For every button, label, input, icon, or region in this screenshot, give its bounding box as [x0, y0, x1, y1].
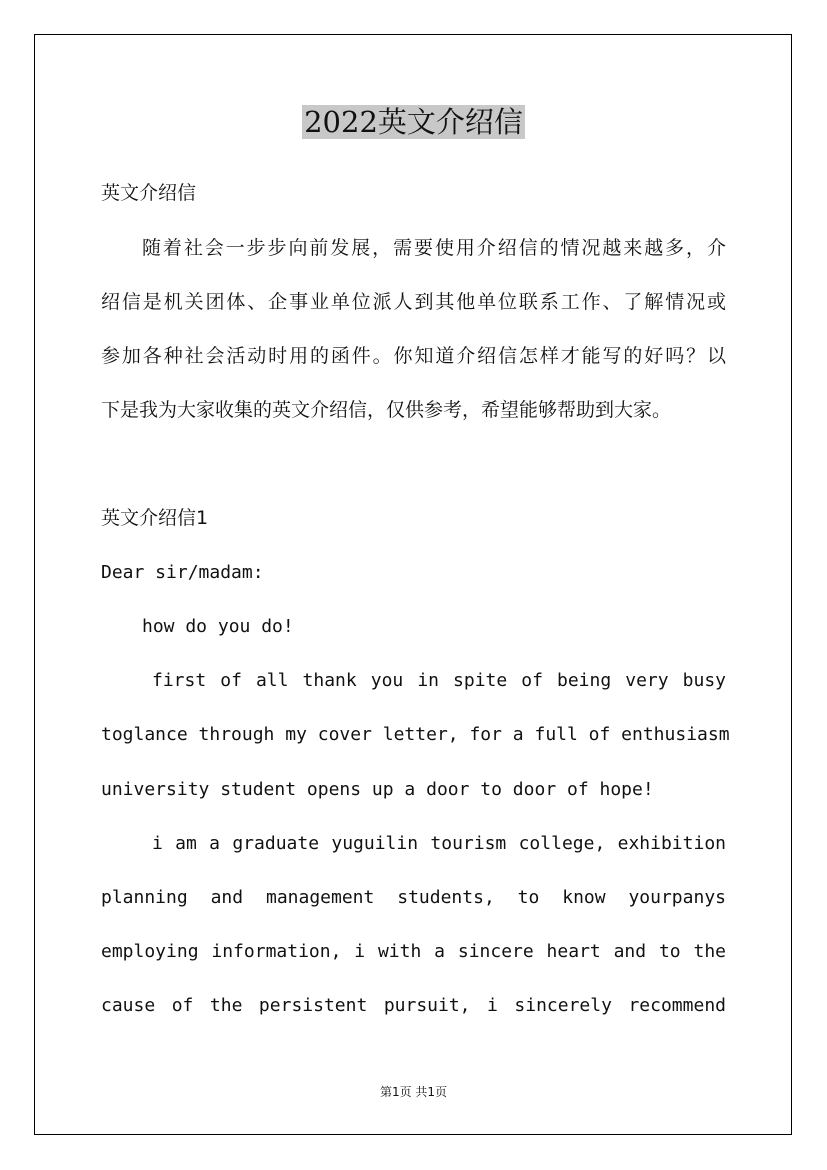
body-line: planning and management students, to know yourpanys	[101, 887, 726, 908]
page-number: 第1页 共1页	[379, 1085, 448, 1099]
body-line: first of all thank you in spite of being very busy	[152, 670, 726, 691]
intro-line: 下是我为大家收集的英文介绍信，仅供参考，希望能够帮助到大家。	[101, 399, 672, 421]
intro-line: 参加各种社会活动时用的函件。你知道介绍信怎样才能写的好吗？以	[101, 345, 726, 367]
body-line: university student opens up a door to door of hope!	[101, 779, 654, 800]
body-line: employing information, i with a sincere heart and to the	[101, 941, 726, 962]
subtitle: 英文介绍信	[101, 182, 197, 204]
salutation: Dear sir/madam:	[101, 562, 264, 583]
section-heading: 英文介绍信1	[101, 507, 209, 529]
body-line: i am a graduate yuguilin tourism college, exhibition	[152, 833, 726, 854]
intro-line: 随着社会一步步向前发展，需要使用介绍信的情况越来越多，介	[142, 237, 726, 259]
document-title	[0, 102, 827, 142]
body-line: toglance through my cover letter, for a full of enthusiasm	[101, 724, 730, 745]
greeting: how do you do!	[142, 616, 294, 637]
body-line: cause of the persistent pursuit, i sincerely recommend	[101, 995, 726, 1016]
document-title-text: 2022英文介绍信	[304, 105, 523, 139]
intro-line: 绍信是机关团体、企事业单位派人到其他单位联系工作、了解情况或	[101, 291, 726, 313]
